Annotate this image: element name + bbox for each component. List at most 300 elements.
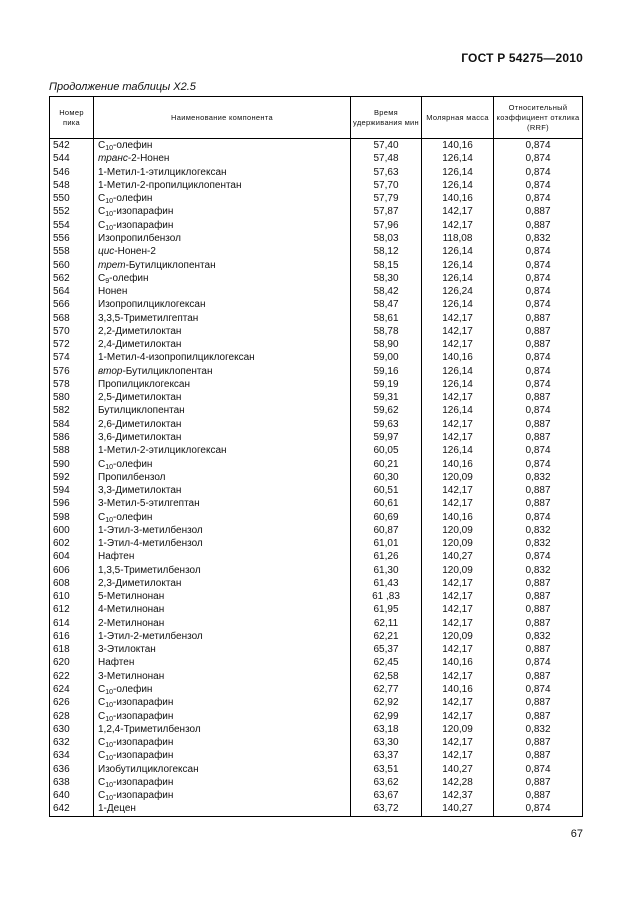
component-name-cell bbox=[94, 471, 351, 484]
component-name-text: C bbox=[98, 737, 106, 749]
component-name-cell bbox=[94, 802, 351, 816]
molar-mass-cell: 142,17 bbox=[422, 219, 494, 232]
molar-mass-cell: 142,17 bbox=[422, 643, 494, 656]
component-name-cell bbox=[94, 205, 351, 218]
peak-number-cell: 618 bbox=[50, 643, 94, 656]
molar-mass-cell: 142,17 bbox=[422, 617, 494, 630]
molar-mass-cell: 120,09 bbox=[422, 471, 494, 484]
molar-mass-cell: 126,14 bbox=[422, 378, 494, 391]
table-row bbox=[50, 192, 583, 205]
retention-time-cell: 57,63 bbox=[351, 166, 422, 179]
retention-time-cell: 57,40 bbox=[351, 139, 422, 153]
table-row bbox=[50, 643, 583, 656]
retention-time-cell: 59,62 bbox=[351, 404, 422, 417]
peak-number-cell: 604 bbox=[50, 550, 94, 563]
rrf-cell: 0,832 bbox=[494, 471, 583, 484]
molar-mass-cell: 142,17 bbox=[422, 325, 494, 338]
retention-time-cell: 60,05 bbox=[351, 444, 422, 457]
component-name-text: Нафтен bbox=[98, 657, 135, 669]
col-header-peak-number: Номер пика bbox=[50, 97, 94, 139]
retention-time-cell: 59,63 bbox=[351, 418, 422, 431]
table-row bbox=[50, 736, 583, 749]
component-name-text: C bbox=[98, 458, 106, 470]
component-name-cell bbox=[94, 457, 351, 470]
component-name-text: 3,3-Диметилоктан bbox=[98, 485, 182, 497]
molar-mass-cell: 142,17 bbox=[422, 736, 494, 749]
page-number: 67 bbox=[570, 828, 583, 840]
peak-number-cell: 588 bbox=[50, 444, 94, 457]
peak-number-cell: 544 bbox=[50, 152, 94, 165]
molar-mass-cell: 126,14 bbox=[422, 258, 494, 271]
molar-mass-cell: 140,27 bbox=[422, 550, 494, 563]
retention-time-cell: 58,78 bbox=[351, 325, 422, 338]
rrf-cell: 0,887 bbox=[494, 749, 583, 762]
peak-number-cell: 554 bbox=[50, 219, 94, 232]
peak-number-cell: 624 bbox=[50, 683, 94, 696]
molar-mass-cell: 126,14 bbox=[422, 272, 494, 285]
component-name-suffix: -изопарафин bbox=[113, 776, 174, 788]
rrf-cell: 0,887 bbox=[494, 325, 583, 338]
col-header-rrf: Относительный коэффициент отклика (RRF) bbox=[494, 97, 583, 139]
carbon-count-subscript: 10 bbox=[105, 689, 114, 697]
rrf-cell: 0,887 bbox=[494, 776, 583, 789]
molar-mass-cell: 142,17 bbox=[422, 696, 494, 709]
component-name-cell bbox=[94, 524, 351, 537]
table-row bbox=[50, 325, 583, 338]
retention-time-cell: 65,37 bbox=[351, 643, 422, 656]
rrf-cell: 0,887 bbox=[494, 577, 583, 590]
carbon-count-subscript: 10 bbox=[105, 198, 114, 206]
molar-mass-cell: 120,09 bbox=[422, 564, 494, 577]
table-row bbox=[50, 762, 583, 775]
component-name-cell bbox=[94, 166, 351, 179]
peak-number-cell: 546 bbox=[50, 166, 94, 179]
retention-time-cell: 58,47 bbox=[351, 298, 422, 311]
table-row bbox=[50, 404, 583, 417]
table-row bbox=[50, 285, 583, 298]
component-name-text: C bbox=[98, 219, 106, 231]
peak-number-cell: 548 bbox=[50, 179, 94, 192]
molar-mass-cell: 142,28 bbox=[422, 776, 494, 789]
peak-number-cell: 560 bbox=[50, 258, 94, 271]
peak-number-cell: 642 bbox=[50, 802, 94, 816]
rrf-cell: 0,887 bbox=[494, 484, 583, 497]
table-row bbox=[50, 617, 583, 630]
rrf-cell: 0,832 bbox=[494, 232, 583, 245]
component-name-cell bbox=[94, 564, 351, 577]
rrf-cell: 0,874 bbox=[494, 683, 583, 696]
molar-mass-cell: 142,17 bbox=[422, 670, 494, 683]
component-name-text: C bbox=[98, 790, 106, 802]
rrf-cell: 0,874 bbox=[494, 510, 583, 523]
component-name-text: 3,3,5-Триметилгептан bbox=[98, 312, 199, 324]
component-name-cell bbox=[94, 736, 351, 749]
component-name-text: 1-Метил-2-пропилциклопентан bbox=[98, 179, 242, 191]
component-name-cell bbox=[94, 510, 351, 523]
retention-time-cell: 62,92 bbox=[351, 696, 422, 709]
carbon-count-subscript: 10 bbox=[105, 463, 114, 471]
retention-time-cell: 63,18 bbox=[351, 723, 422, 736]
rrf-cell: 0,887 bbox=[494, 670, 583, 683]
component-name-cell bbox=[94, 179, 351, 192]
peak-number-cell: 616 bbox=[50, 630, 94, 643]
molar-mass-cell: 140,16 bbox=[422, 192, 494, 205]
peak-number-cell: 602 bbox=[50, 537, 94, 550]
peak-number-cell: 542 bbox=[50, 139, 94, 153]
table-row bbox=[50, 537, 583, 550]
rrf-cell: 0,887 bbox=[494, 338, 583, 351]
component-name-text: 2-Метилнонан bbox=[98, 617, 165, 629]
rrf-cell: 0,887 bbox=[494, 709, 583, 722]
component-name-text: 1-Децен bbox=[98, 803, 136, 815]
table-row bbox=[50, 166, 583, 179]
component-name-cell bbox=[94, 258, 351, 271]
carbon-count-subscript: 10 bbox=[105, 781, 114, 789]
component-name-text: Изобутилциклогексан bbox=[98, 763, 199, 775]
peak-number-cell: 564 bbox=[50, 285, 94, 298]
peak-number-cell: 594 bbox=[50, 484, 94, 497]
table-row bbox=[50, 298, 583, 311]
table-row bbox=[50, 431, 583, 444]
rrf-cell: 0,887 bbox=[494, 590, 583, 603]
peak-number-cell: 632 bbox=[50, 736, 94, 749]
peak-number-cell: 572 bbox=[50, 338, 94, 351]
table-row bbox=[50, 205, 583, 218]
component-name-cell bbox=[94, 325, 351, 338]
rrf-cell: 0,887 bbox=[494, 736, 583, 749]
peak-number-cell: 634 bbox=[50, 749, 94, 762]
peak-number-cell: 590 bbox=[50, 457, 94, 470]
table-row bbox=[50, 152, 583, 165]
component-name-text: 3-Метил-5-этилгептан bbox=[98, 498, 200, 510]
isomer-prefix: транс bbox=[98, 153, 128, 165]
component-name-text: C bbox=[98, 776, 106, 788]
component-name-suffix: -изопарафин bbox=[113, 206, 174, 218]
molar-mass-cell: 142,17 bbox=[422, 603, 494, 616]
rrf-cell: 0,874 bbox=[494, 139, 583, 153]
component-name-text: 1,2,4-Триметилбензол bbox=[98, 723, 201, 735]
carbon-count-subscript: 10 bbox=[105, 795, 114, 803]
table-row bbox=[50, 179, 583, 192]
component-name-text: 2,2-Диметилоктан bbox=[98, 325, 182, 337]
peak-number-cell: 598 bbox=[50, 510, 94, 523]
molar-mass-cell: 142,17 bbox=[422, 418, 494, 431]
table-row bbox=[50, 683, 583, 696]
component-name-suffix: -изопарафин bbox=[113, 697, 174, 709]
peak-number-cell: 562 bbox=[50, 272, 94, 285]
table-row bbox=[50, 603, 583, 616]
peak-number-cell: 608 bbox=[50, 577, 94, 590]
retention-time-cell: 62,77 bbox=[351, 683, 422, 696]
component-name-cell bbox=[94, 351, 351, 364]
component-name-cell bbox=[94, 709, 351, 722]
retention-time-cell: 61,43 bbox=[351, 577, 422, 590]
table-row bbox=[50, 311, 583, 324]
table-row bbox=[50, 418, 583, 431]
peak-number-cell: 614 bbox=[50, 617, 94, 630]
molar-mass-cell: 120,09 bbox=[422, 630, 494, 643]
component-name-text: 3-Этилоктан bbox=[98, 644, 156, 656]
retention-time-cell: 57,96 bbox=[351, 219, 422, 232]
rrf-cell: 0,887 bbox=[494, 643, 583, 656]
retention-time-cell: 62,11 bbox=[351, 617, 422, 630]
retention-time-cell: 57,79 bbox=[351, 192, 422, 205]
peak-number-cell: 596 bbox=[50, 497, 94, 510]
table-row bbox=[50, 232, 583, 245]
peak-number-cell: 568 bbox=[50, 311, 94, 324]
retention-time-cell: 60,51 bbox=[351, 484, 422, 497]
retention-time-cell: 62,45 bbox=[351, 656, 422, 669]
molar-mass-cell: 126,14 bbox=[422, 444, 494, 457]
peak-number-cell: 640 bbox=[50, 789, 94, 802]
peak-number-cell: 612 bbox=[50, 603, 94, 616]
table-row bbox=[50, 338, 583, 351]
component-name-cell bbox=[94, 630, 351, 643]
table-caption: Продолжение таблицы X2.5 bbox=[49, 81, 196, 93]
isomer-prefix: цис bbox=[98, 246, 115, 258]
component-name-cell bbox=[94, 245, 351, 258]
peak-number-cell: 630 bbox=[50, 723, 94, 736]
peak-number-cell: 556 bbox=[50, 232, 94, 245]
table-row bbox=[50, 564, 583, 577]
molar-mass-cell: 118,08 bbox=[422, 232, 494, 245]
component-name-cell bbox=[94, 656, 351, 669]
peak-number-cell: 580 bbox=[50, 391, 94, 404]
rrf-cell: 0,874 bbox=[494, 457, 583, 470]
table-header bbox=[50, 97, 583, 139]
component-name-text: C bbox=[98, 193, 106, 205]
table-row bbox=[50, 497, 583, 510]
component-name-suffix: -изопарафин bbox=[113, 219, 174, 231]
component-name-cell bbox=[94, 338, 351, 351]
rrf-cell: 0,887 bbox=[494, 497, 583, 510]
rrf-cell: 0,832 bbox=[494, 524, 583, 537]
component-name-text: Изопропилбензол bbox=[98, 232, 181, 244]
rrf-cell: 0,874 bbox=[494, 365, 583, 378]
table-row bbox=[50, 656, 583, 669]
component-name-text: 1-Этил-2-метилбензол bbox=[98, 630, 203, 642]
rrf-cell: 0,832 bbox=[494, 723, 583, 736]
molar-mass-cell: 120,09 bbox=[422, 524, 494, 537]
rrf-cell: 0,832 bbox=[494, 630, 583, 643]
retention-time-cell: 57,48 bbox=[351, 152, 422, 165]
retention-time-cell: 61,30 bbox=[351, 564, 422, 577]
component-name-cell bbox=[94, 696, 351, 709]
retention-time-cell: 60,87 bbox=[351, 524, 422, 537]
molar-mass-cell: 126,14 bbox=[422, 365, 494, 378]
table-row bbox=[50, 484, 583, 497]
component-name-suffix: -изопарафин bbox=[113, 737, 174, 749]
retention-time-cell: 61,26 bbox=[351, 550, 422, 563]
molar-mass-cell: 120,09 bbox=[422, 723, 494, 736]
table-row bbox=[50, 670, 583, 683]
rrf-cell: 0,874 bbox=[494, 298, 583, 311]
component-name-cell bbox=[94, 749, 351, 762]
table-row bbox=[50, 776, 583, 789]
rrf-cell: 0,874 bbox=[494, 152, 583, 165]
peak-number-cell: 578 bbox=[50, 378, 94, 391]
retention-time-cell: 61 ,83 bbox=[351, 590, 422, 603]
rrf-cell: 0,874 bbox=[494, 258, 583, 271]
table-row bbox=[50, 457, 583, 470]
retention-time-cell: 58,12 bbox=[351, 245, 422, 258]
component-name-cell bbox=[94, 192, 351, 205]
rrf-cell: 0,874 bbox=[494, 656, 583, 669]
retention-time-cell: 58,61 bbox=[351, 311, 422, 324]
component-name-text: Изопропилциклогексан bbox=[98, 299, 206, 311]
peak-number-cell: 620 bbox=[50, 656, 94, 669]
retention-time-cell: 58,15 bbox=[351, 258, 422, 271]
rrf-cell: 0,887 bbox=[494, 696, 583, 709]
table-row bbox=[50, 510, 583, 523]
component-name-suffix: -олефин bbox=[113, 511, 153, 523]
component-name-text: 1-Метил-4-изопропилциклогексан bbox=[98, 352, 255, 364]
component-name-text: 1-Метил-1-этилциклогексан bbox=[98, 166, 227, 178]
molar-mass-cell: 126,14 bbox=[422, 298, 494, 311]
rrf-cell: 0,874 bbox=[494, 179, 583, 192]
molar-mass-cell: 142,17 bbox=[422, 497, 494, 510]
component-name-cell bbox=[94, 670, 351, 683]
table-row bbox=[50, 471, 583, 484]
component-name-text: 2,6-Диметилоктан bbox=[98, 418, 182, 430]
rrf-cell: 0,874 bbox=[494, 285, 583, 298]
peak-number-cell: 586 bbox=[50, 431, 94, 444]
rrf-cell: 0,874 bbox=[494, 272, 583, 285]
component-name-text: 3,6-Диметилоктан bbox=[98, 431, 182, 443]
carbon-count-subscript: 9 bbox=[105, 277, 110, 285]
retention-time-cell: 59,97 bbox=[351, 431, 422, 444]
peak-number-cell: 628 bbox=[50, 709, 94, 722]
component-name-cell bbox=[94, 431, 351, 444]
component-name-text: 5-Метилнонан bbox=[98, 591, 165, 603]
component-name-cell bbox=[94, 404, 351, 417]
component-name-text: 1,3,5-Триметилбензол bbox=[98, 564, 201, 576]
component-name-text: 2,5-Диметилоктан bbox=[98, 392, 182, 404]
rrf-cell: 0,887 bbox=[494, 617, 583, 630]
component-name-text: C bbox=[98, 710, 106, 722]
component-name-text: C bbox=[98, 206, 106, 218]
carbon-count-subscript: 10 bbox=[105, 516, 114, 524]
peak-number-cell: 626 bbox=[50, 696, 94, 709]
molar-mass-cell: 126,14 bbox=[422, 152, 494, 165]
component-name-cell bbox=[94, 484, 351, 497]
table-row bbox=[50, 749, 583, 762]
molar-mass-cell: 142,17 bbox=[422, 391, 494, 404]
component-name-text: C bbox=[98, 140, 106, 152]
peak-number-cell: 584 bbox=[50, 418, 94, 431]
retention-time-cell: 62,58 bbox=[351, 670, 422, 683]
table-row bbox=[50, 789, 583, 802]
component-name-cell bbox=[94, 444, 351, 457]
molar-mass-cell: 140,27 bbox=[422, 762, 494, 775]
component-name-text: 3-Метилнонан bbox=[98, 670, 165, 682]
table-row bbox=[50, 444, 583, 457]
rrf-cell: 0,874 bbox=[494, 802, 583, 816]
component-name-text: 2,3-Диметилоктан bbox=[98, 577, 182, 589]
molar-mass-cell: 142,17 bbox=[422, 484, 494, 497]
peak-number-cell: 582 bbox=[50, 404, 94, 417]
component-name-text: 2,4-Диметилоктан bbox=[98, 339, 182, 351]
carbon-count-subscript: 10 bbox=[105, 715, 114, 723]
table-row bbox=[50, 219, 583, 232]
retention-time-cell: 61,95 bbox=[351, 603, 422, 616]
component-name-text: C bbox=[98, 684, 106, 696]
carbon-count-subscript: 10 bbox=[105, 211, 114, 219]
rrf-cell: 0,887 bbox=[494, 205, 583, 218]
component-name-cell bbox=[94, 789, 351, 802]
molar-mass-cell: 142,17 bbox=[422, 749, 494, 762]
component-name-cell bbox=[94, 298, 351, 311]
carbon-count-subscript: 10 bbox=[105, 224, 114, 232]
peak-number-cell: 576 bbox=[50, 365, 94, 378]
rrf-cell: 0,832 bbox=[494, 537, 583, 550]
table-row bbox=[50, 272, 583, 285]
component-name-cell bbox=[94, 497, 351, 510]
table-row bbox=[50, 258, 583, 271]
rrf-cell: 0,874 bbox=[494, 351, 583, 364]
molar-mass-cell: 140,16 bbox=[422, 656, 494, 669]
peak-number-cell: 574 bbox=[50, 351, 94, 364]
retention-time-cell: 58,42 bbox=[351, 285, 422, 298]
peak-number-cell: 606 bbox=[50, 564, 94, 577]
molar-mass-cell: 140,27 bbox=[422, 802, 494, 816]
retention-time-cell: 63,37 bbox=[351, 749, 422, 762]
component-name-cell bbox=[94, 617, 351, 630]
component-name-text: 1-Этил-4-метилбензол bbox=[98, 538, 203, 550]
molar-mass-cell: 142,17 bbox=[422, 311, 494, 324]
table-row bbox=[50, 378, 583, 391]
component-name-text: 1-Метил-2-этилциклогексан bbox=[98, 445, 227, 457]
component-name-cell bbox=[94, 152, 351, 165]
component-name-cell bbox=[94, 232, 351, 245]
component-name-suffix: -олефин bbox=[113, 140, 153, 152]
component-name-rest: -2-Нонен bbox=[127, 153, 170, 165]
table-row bbox=[50, 245, 583, 258]
component-name-cell bbox=[94, 590, 351, 603]
component-name-suffix: -олефин bbox=[113, 458, 153, 470]
component-name-cell bbox=[94, 139, 351, 153]
carbon-count-subscript: 10 bbox=[105, 702, 114, 710]
table-row bbox=[50, 351, 583, 364]
peak-number-cell: 552 bbox=[50, 205, 94, 218]
component-name-text: C bbox=[98, 511, 106, 523]
col-header-component-name: Наименование компонента bbox=[94, 97, 351, 139]
rrf-cell: 0,887 bbox=[494, 391, 583, 404]
col-header-retention-time: Время удерживания мин bbox=[351, 97, 422, 139]
component-name-suffix: -олефин bbox=[113, 193, 153, 205]
table-row bbox=[50, 365, 583, 378]
rrf-cell: 0,832 bbox=[494, 564, 583, 577]
component-name-text: Бутилциклопентан bbox=[98, 405, 185, 417]
molar-mass-cell: 142,17 bbox=[422, 205, 494, 218]
rrf-cell: 0,874 bbox=[494, 762, 583, 775]
components-table bbox=[49, 96, 583, 817]
rrf-cell: 0,874 bbox=[494, 166, 583, 179]
molar-mass-cell: 140,16 bbox=[422, 351, 494, 364]
retention-time-cell: 60,61 bbox=[351, 497, 422, 510]
retention-time-cell: 61,01 bbox=[351, 537, 422, 550]
table-body bbox=[50, 139, 583, 817]
rrf-cell: 0,874 bbox=[494, 378, 583, 391]
component-name-text: Пропилбензол bbox=[98, 471, 166, 483]
component-name-text: 4-Метилнонан bbox=[98, 604, 165, 616]
component-name-text: 1-Этил-3-метилбензол bbox=[98, 524, 203, 536]
col-header-molar-mass: Молярная масса bbox=[422, 97, 494, 139]
component-name-text: C bbox=[98, 750, 106, 762]
table-row bbox=[50, 577, 583, 590]
molar-mass-cell: 140,16 bbox=[422, 457, 494, 470]
component-name-cell bbox=[94, 311, 351, 324]
